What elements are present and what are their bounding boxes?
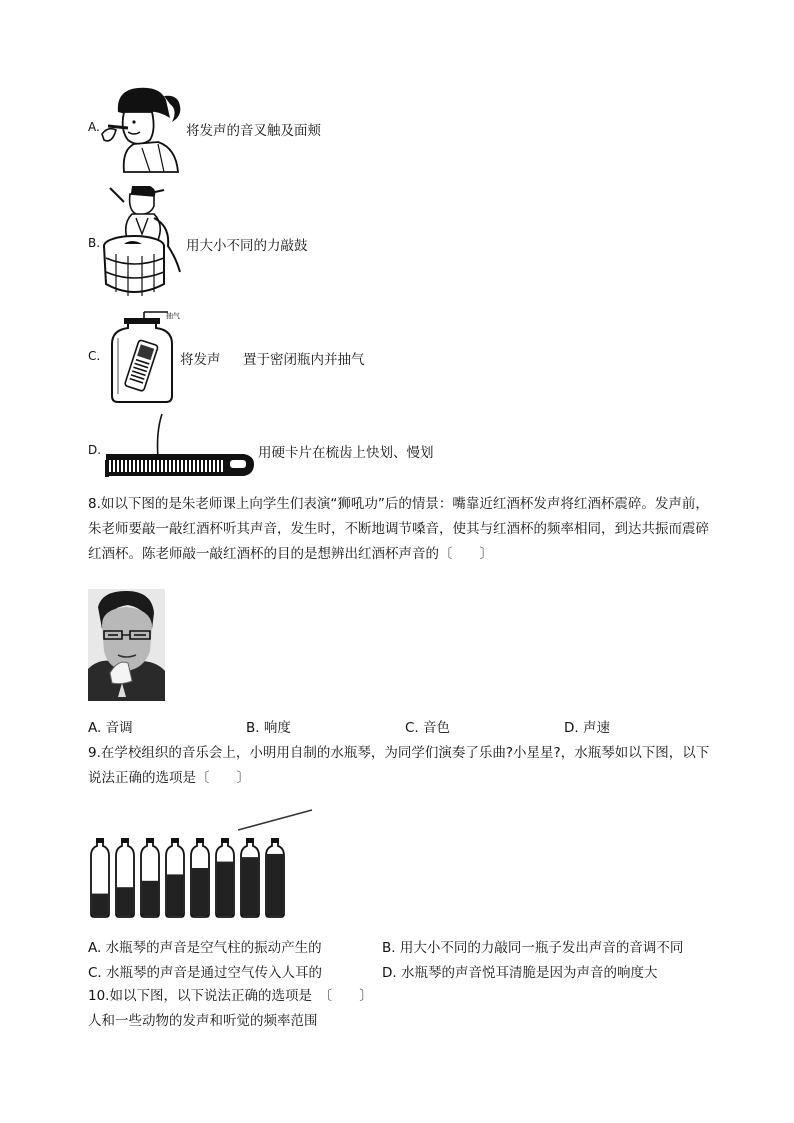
q9-option-d: D. 水瓶琴的声音悦耳清脆是因为声音的响度大 [382,965,658,981]
bottle-cap [271,838,279,843]
bottle-cap [96,838,104,843]
option-a-text: 将发声的音叉触及面颊 [186,123,321,139]
bottle-cap [196,838,204,843]
bottle-water [192,868,208,916]
question-8-line-2: 朱老师要敲一敲红酒杯听其声音，发生时，不断地调节嗓音，使其与红酒杯的频率相同，到达共振而震碎 [88,521,709,537]
bottle-cap [246,838,254,843]
option-c-text-before: 将发声 [180,352,221,368]
question-9-text [88,741,728,791]
question-10-line-1: 10.如以下图，以下说法正确的选项是 〔 〕 [88,988,373,1004]
bottle-water [92,894,108,916]
bottle-cap [221,838,229,843]
bottle-cap [146,838,154,843]
bottle-cap [171,838,179,843]
bottle-water [267,854,283,916]
option-c-letter: C. [88,349,101,363]
q9-option-b: B. 用大小不同的力敲同一瓶子发出声音的音调不同 [382,940,684,956]
question-8-text [88,492,728,567]
q8-option-b: B. 响度 [246,720,291,736]
tuning-fork-girl-illustration [98,82,184,174]
water-bottle [191,838,209,917]
water-bottle [141,838,159,917]
water-bottle-xylophone-illustration [86,806,316,922]
question-8-line-3: 红酒杯。陈老师敲一敲红酒杯的目的是想辨出红酒杯声音的〔 〕 [88,546,493,562]
question-10-text [88,984,728,1034]
option-c-text-after: 置于密闭瓶内并抽气 [243,352,365,368]
teacher-photo [88,589,165,701]
bottle-water [242,857,258,916]
question-9-line-1: 9.在学校组织的音乐会上，小明用自制的水瓶琴，为同学们演奏了乐曲?小星星?，水瓶琴如以下图，以下 [88,745,710,761]
q9-option-c: C. 水瓶琴的声音是通过空气传入人耳的 [88,965,323,981]
bottle-cap [121,838,129,843]
bottle-water [217,862,233,916]
bottle-water [117,887,133,916]
phone-in-jar-illustration [108,308,184,404]
option-b-letter: B. [88,236,101,250]
q8-option-a: A. 音调 [88,720,133,736]
option-d-text: 用硬卡片在梳齿上快划、慢划 [258,445,434,461]
bottle-water [167,874,183,916]
comb-card-illustration [104,412,256,478]
drum-boy-illustration [102,184,184,302]
water-bottle [216,838,234,917]
bottle-water [142,881,158,916]
water-bottle [116,838,134,917]
water-bottle [166,838,184,917]
option-b-text: 用大小不同的力敲鼓 [186,238,308,254]
water-bottle [91,838,109,917]
water-bottle [241,838,259,917]
question-8-line-1: 8.如以下图的是朱老师课上向学生们表演“狮吼功”后的情景：嘴靠近红酒杯发声将红酒杯震碎。发声前， [88,496,709,512]
question-10-caption: 人和一些动物的发声和听觉的频率范围 [88,1013,318,1029]
water-bottle [266,838,284,917]
option-a-letter: A. [88,120,100,134]
question-9-line-2: 说法正确的选项是〔 〕 [88,770,250,786]
striking-stick [238,810,312,830]
q8-option-c: C. 音色 [405,720,451,736]
jar-pump-label: 抽气 [166,312,180,320]
q8-option-d: D. 声速 [564,720,610,736]
q9-option-a: A. 水瓶琴的声音是空气柱的振动产生的 [88,940,322,956]
option-d-letter: D. [88,443,102,457]
